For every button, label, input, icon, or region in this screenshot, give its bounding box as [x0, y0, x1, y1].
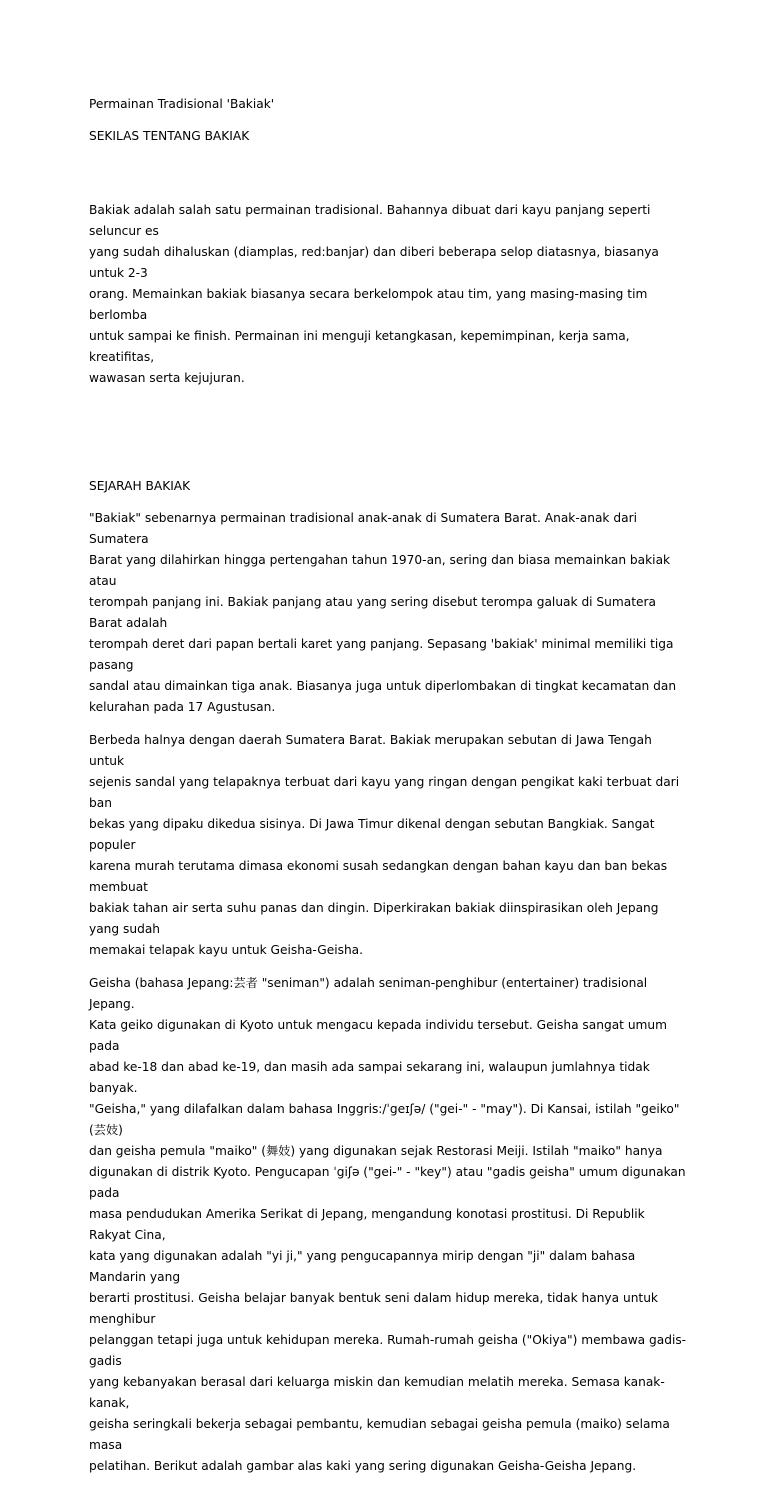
document-body — [89, 94, 689, 1489]
paragraph-overview: Bakiak adalah salah satu permainan tradisional. Bahannya dibuat dari kayu panjang seperti seluncur es yang sudah dihaluskan (diamplas, red:banjar) dan diberi beberapa selop diatasnya, biasanya untuk 2-3 orang. Memainkan bakiak biasanya secara berkelompok atau tim, yang masing-masing tim berlomba untuk sampai ke finish. Permainan ini menguji ketangkasan, kepemimpinan, kerja sama, kreatifitas, wawasan serta kejujuran. — [89, 203, 659, 385]
paragraph-history-2: Berbeda halnya dengan daerah Sumatera Barat. Bakiak merupakan sebutan di Jawa Tengah untuk sejenis sandal yang telapaknya terbuat dari kayu yang ringan dengan pengikat kaki terbuat dari ban bekas yang dipaku dikedua sisinya. Di Jawa Timur dikenal dengan sebutan Bangkiak. Sangat populer karena murah terutama dimasa ekonomi susah sedangkan dengan bahan kayu dan ban bekas membuat bakiak tahan air serta suhu panas dan dingin. Diperkirakan bakiak diinspirasikan oleh Jepang yang sudah memakai telapak kayu untuk Geisha-Geisha. — [89, 733, 680, 957]
paragraph-history-3: Geisha (bahasa Jepang:芸者 "seniman") adalah seniman-penghibur (entertainer) tradisional Jepang. Kata geiko digunakan di Kyoto untuk mengacu kepada individu tersebut. Geisha sangat umum pada abad ke-18 dan abad ke-19, dan masih ada sampai sekarang ini, walaupun jumlahnya tidak banyak. "Geisha," yang dilafalkan dalam bahasa Inggris:/ˈgeɪʃə/ ("gei-" - "may"). Di Kansai, istilah "geiko" (芸妓) dan geisha pemula "maiko" (舞妓) yang digunakan sejak Restorasi Meiji. Istilah "maiko" hanya digunakan di distrik Kyoto. Pengucapan ˈgiʃə ("gei-" - "key") atau "gadis geisha" umum digunakan pada masa pendudukan Amerika Serikat di Jepang, mengandung konotasi prostitusi. Di Republik Rakyat Cina, kata yang digunakan adalah "yi ji," yang pengucapannya mirip dengan "ji" dalam bahasa Mandarin yang berarti prostitusi. Geisha belajar banyak bentuk seni dalam hidup mereka, tidak hanya untuk menghibur pelanggan tetapi juga untuk kehidupan mereka. Rumah-rumah geisha ("Okiya") membawa gadis-gadis yang kebanyakan berasal dari keluarga miskin dan kemudian melatih mereka. Semasa kanak-kanak, geisha seringkali bekerja sebagai pembantu, kemudian sebagai geisha pemula (maiko) selama masa pelatihan. Berikut adalah gambar alas kaki yang sering digunakan Geisha-Geisha Jepang. — [89, 976, 687, 1473]
blank-space — [89, 147, 689, 200]
section-heading-history: SEJARAH BAKIAK — [89, 479, 191, 493]
document-title: Permainan Tradisional 'Bakiak' — [89, 97, 275, 111]
section-heading-overview: SEKILAS TENTANG BAKIAK — [89, 129, 250, 143]
paragraph-history-1: "Bakiak" sebenarnya permainan tradisional anak-anak di Sumatera Barat. Anak-anak dari Sumatera Barat yang dilahirkan hingga pertengahan tahun 1970-an, sering dan biasa memainkan bakiak atau terompah panjang ini. Bakiak panjang atau yang sering disebut terompa galuak di Sumatera Barat adalah terompah deret dari papan bertali karet yang panjang. Sepasang 'bakiak' minimal memiliki tiga pasang sandal atau dimainkan tiga anak. Biasanya juga untuk diperlombakan di tingkat kecamatan dan kelurahan pada 17 Agustusan. — [89, 511, 677, 714]
blank-space — [89, 401, 689, 476]
